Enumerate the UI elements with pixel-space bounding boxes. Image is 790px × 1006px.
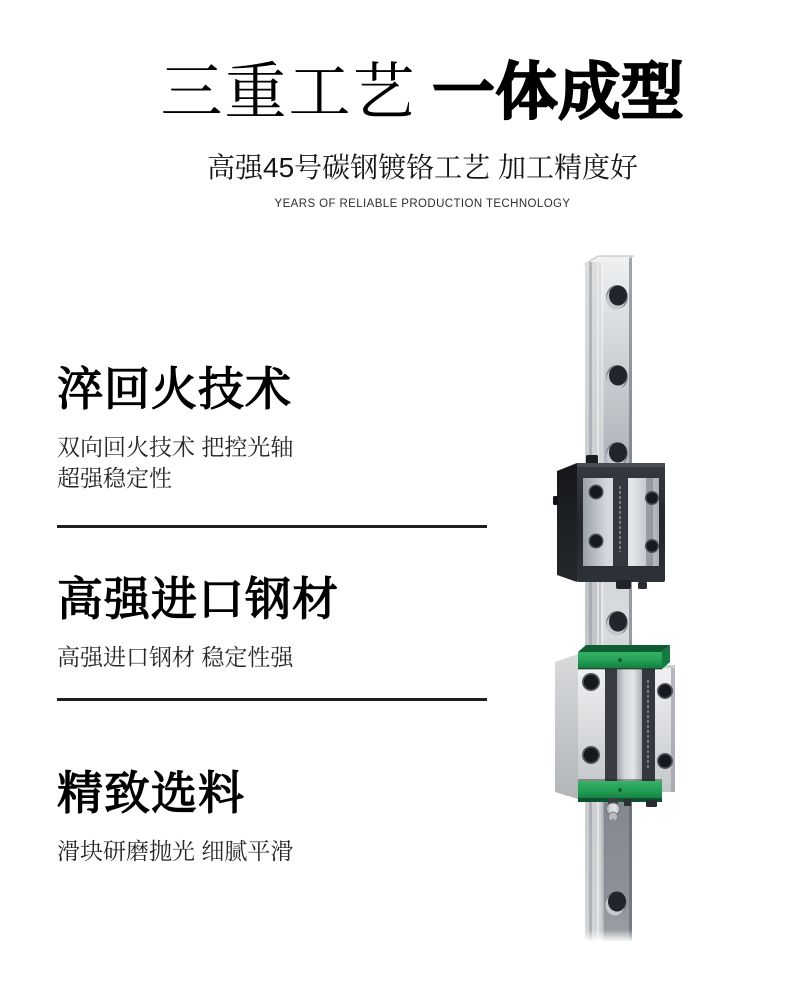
feature-desc-line: 双向回火技术 把控光轴	[57, 433, 294, 460]
section-divider	[57, 698, 487, 701]
guide-rail	[585, 256, 633, 941]
feature-list	[57, 0, 489, 1006]
feature-title: 高强进口钢材	[57, 573, 339, 625]
feature-imported-steel	[57, 573, 489, 673]
feature-desc-line: 高强进口钢材 稳定性强	[57, 643, 294, 670]
feature-fine-material	[57, 767, 489, 867]
feature-title: 精致选料	[57, 767, 245, 819]
feature-title: 淬回火技术	[57, 363, 292, 415]
page-title-light: 三重工艺	[160, 58, 417, 127]
photo-bottom-fade	[578, 930, 638, 942]
linear-guide-illustration	[520, 250, 790, 1006]
page-tagline: YEARS OF RELIABLE PRODUCTION TECHNOLOGY	[274, 197, 571, 210]
carriage-block-dark	[553, 455, 665, 589]
page-title-bold: 一体成型	[432, 58, 685, 127]
feature-quench-tempering	[57, 363, 489, 494]
page-subtitle: 高强45号碳钢镀铬工艺 加工精度好	[207, 152, 638, 184]
feature-desc-line: 滑块研磨抛光 细腻平滑	[57, 837, 294, 864]
section-divider	[57, 525, 487, 528]
feature-desc-line: 超强稳定性	[57, 464, 172, 491]
linear-guide-svg	[520, 250, 790, 1006]
carriage-block-green	[555, 645, 675, 823]
